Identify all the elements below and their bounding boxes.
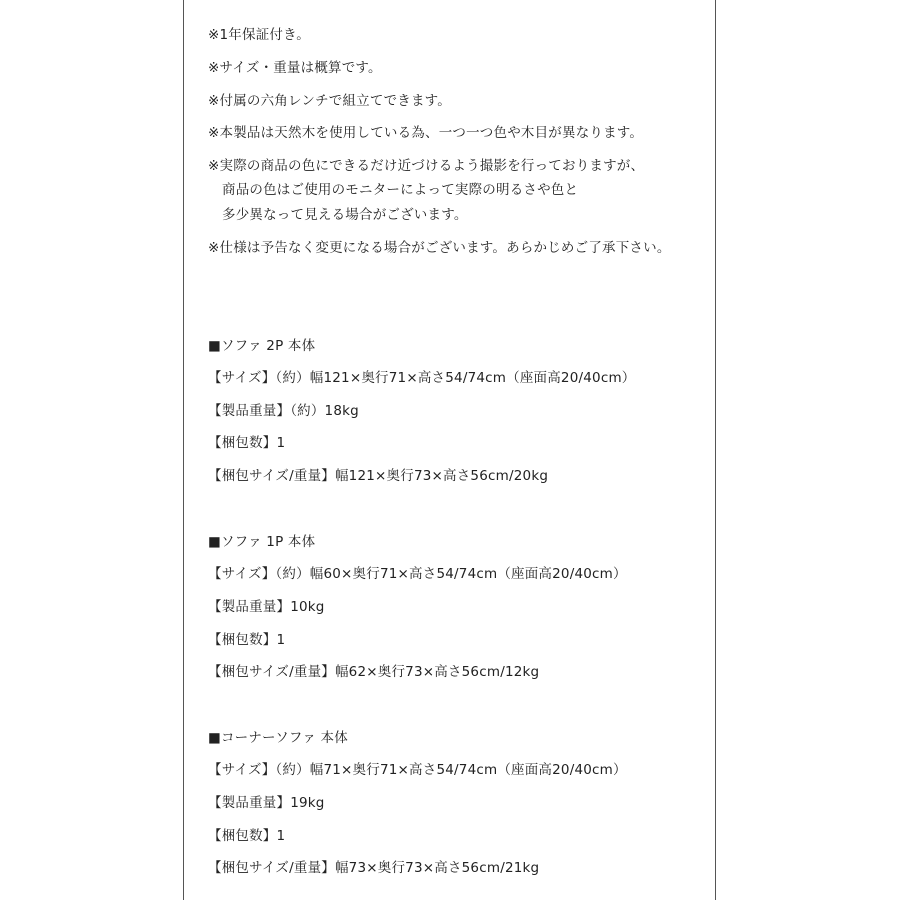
product-size: 【サイズ】（約）幅121×奥行71×高さ54/74cm（座面高20/40cm） [208,370,636,386]
product-package-size: 【梱包サイズ/重量】幅62×奥行73×高さ56cm/12kg [208,664,540,680]
product-heading: ■コーナーソファ 本体 [208,730,348,746]
product-packages: 【梱包数】1 [208,632,286,648]
product-package-size: 【梱包サイズ/重量】幅121×奥行73×高さ56cm/20kg [208,468,549,484]
note-natural-wood: ※本製品は天然木を使用している為、一つ一つ色や木目が異なります。 [208,125,644,141]
note-assembly: ※付属の六角レンチで組立てできます。 [208,93,451,109]
product-weight: 【製品重量】19kg [208,795,325,811]
spec-panel [183,0,716,900]
product-weight: 【製品重量】（約）18kg [208,403,359,419]
note-color-line-1: ※実際の商品の色にできるだけ近づけるよう撮影を行っておりますが、 [208,158,645,174]
product-package-size: 【梱包サイズ/重量】幅73×奥行73×高さ56cm/21kg [208,860,540,876]
note-spec-change: ※仕様は予告なく変更になる場合がございます。あらかじめご了承下さい。 [208,240,671,256]
note-color-line-2: 商品の色はご使用のモニターによって実際の明るさや色と [222,182,579,198]
note-color-line-3: 多少異なって見える場合がございます。 [222,207,468,223]
product-packages: 【梱包数】1 [208,435,286,451]
product-size: 【サイズ】（約）幅60×奥行71×高さ54/74cm（座面高20/40cm） [208,566,627,582]
product-size: 【サイズ】（約）幅71×奥行71×高さ54/74cm（座面高20/40cm） [208,762,627,778]
product-weight: 【製品重量】10kg [208,599,325,615]
product-heading: ■ソファ 1P 本体 [208,534,316,550]
note-warranty: ※1年保証付き。 [208,27,310,43]
note-size-weight: ※サイズ・重量は概算です。 [208,60,382,76]
product-packages: 【梱包数】1 [208,828,286,844]
product-heading: ■ソファ 2P 本体 [208,338,316,354]
